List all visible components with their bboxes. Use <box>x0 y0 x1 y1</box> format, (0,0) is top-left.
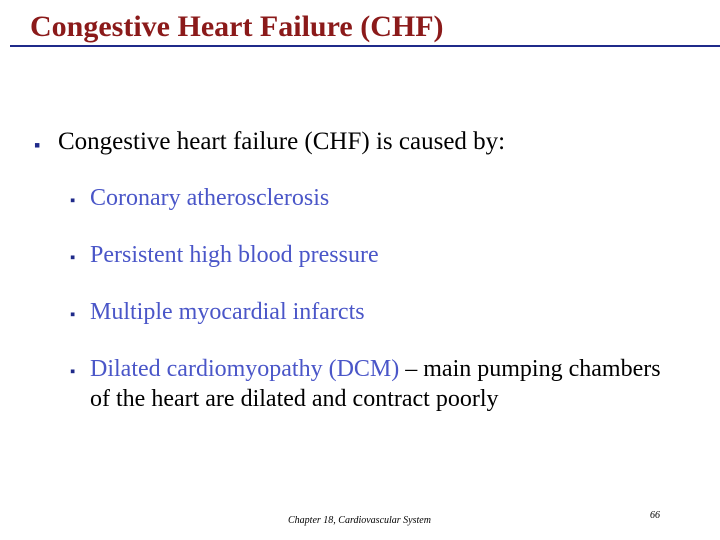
list-item-highlight: Dilated cardiomyopathy (DCM) <box>90 356 400 382</box>
list-item <box>70 183 680 213</box>
square-bullet-icon: ▪ <box>70 307 76 323</box>
list-item <box>70 354 680 414</box>
square-bullet-icon: ▪ <box>70 250 76 266</box>
list-item-highlight: Coronary atherosclerosis <box>90 185 330 211</box>
list-item <box>70 297 680 327</box>
main-bullet-text: Congestive heart failure (CHF) is caused by: <box>58 128 506 155</box>
list-item-text <box>90 240 680 270</box>
list-item-text <box>90 183 680 213</box>
slide-footer: Chapter 18, Cardiovascular System <box>288 515 431 526</box>
title-divider <box>10 45 720 47</box>
square-bullet-icon: ▪ <box>70 364 76 380</box>
list-item-description: – main pumping chambers of the heart are dilated and contract poorly <box>90 356 661 412</box>
list-item-highlight: Persistent high blood pressure <box>90 242 379 268</box>
list-item-text <box>90 297 680 327</box>
square-bullet-icon: ▪ <box>34 135 41 155</box>
page-number: 66 <box>650 510 660 521</box>
square-bullet-icon: ▪ <box>70 193 76 209</box>
list-item-text <box>90 354 680 414</box>
slide-title: Congestive Heart Failure (CHF) <box>30 10 444 43</box>
list-item <box>70 240 680 270</box>
list-item-highlight: Multiple myocardial infarcts <box>90 299 365 325</box>
